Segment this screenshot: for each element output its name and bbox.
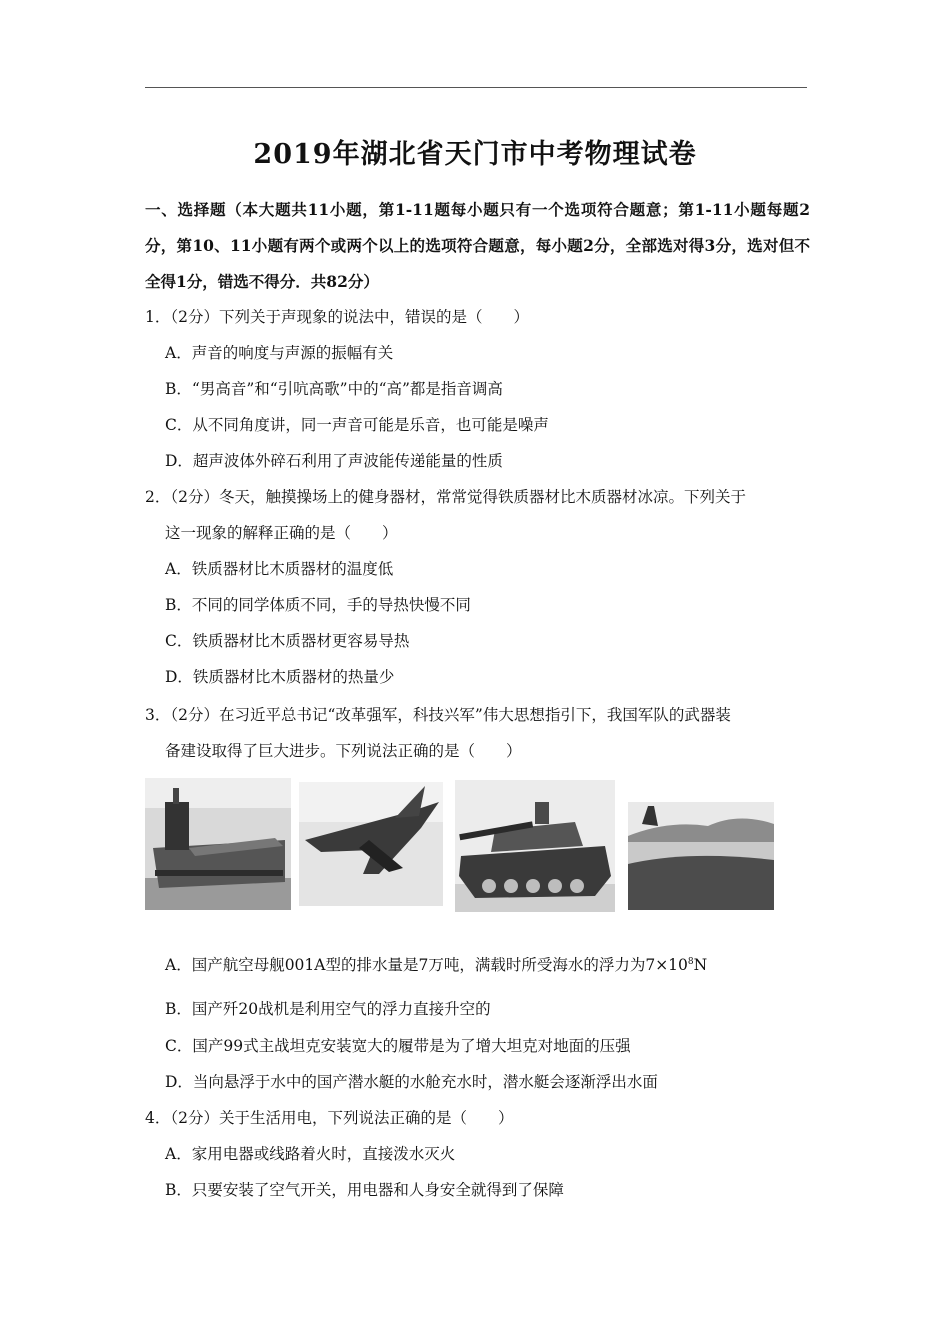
question-3-option-a <box>165 952 707 975</box>
question-1-option-d: D．超声波体外碎石利用了声波能传递能量的性质 <box>165 452 503 470</box>
question-2-option-b: B．不同的同学体质不同，手的导热快慢不同 <box>165 596 471 614</box>
question-4-option-b: B．只要安装了空气开关，用电器和人身安全就得到了保障 <box>165 1181 564 1199</box>
question-2-option-d: D．铁质器材比木质器材的热量少 <box>165 668 395 686</box>
tank-photo <box>455 780 615 912</box>
question-2-option-a: A．铁质器材比木质器材的温度低 <box>165 560 394 578</box>
question-1-option-b: B．“男高音”和“引吭高歌”中的“高”都是指音调高 <box>165 380 503 398</box>
question-3-option-b: B．国产歼20战机是利用空气的浮力直接升空的 <box>165 1000 491 1018</box>
question-3-stem-cont: 备建设取得了巨大进步。下列说法正确的是（ ） <box>165 742 522 760</box>
option-a-text: A．国产航空母舰001A型的排水量是7万吨，满载时所受海水的浮力为7×10 <box>165 956 688 975</box>
question-4-option-a: A．家用电器或线路着火时，直接泼水灭火 <box>165 1145 456 1163</box>
question-4-stem: 4．（2分）关于生活用电，下列说法正确的是（ ） <box>145 1109 514 1127</box>
question-1-option-c: C．从不同角度讲，同一声音可能是乐音，也可能是噪声 <box>165 416 549 434</box>
header-rule <box>145 87 807 88</box>
question-1-stem: 1．（2分）下列关于声现象的说法中，错误的是（ ） <box>145 308 529 326</box>
submarine-photo <box>628 802 774 910</box>
aircraft-carrier-photo <box>145 778 291 910</box>
question-1-option-a: A．声音的响度与声源的振幅有关 <box>165 344 394 362</box>
option-a-unit: N <box>693 956 708 975</box>
option-a-exponent: 8 <box>687 957 694 967</box>
fighter-jet-photo <box>299 782 443 906</box>
question-2-stem-cont: 这一现象的解释正确的是（ ） <box>165 524 398 542</box>
question-2-option-c: C．铁质器材比木质器材更容易导热 <box>165 632 410 650</box>
question-3-option-c: C．国产99式主战坦克安装宽大的履带是为了增大坦克对地面的压强 <box>165 1037 631 1055</box>
question-2-stem: 2．（2分）冬天，触摸操场上的健身器材，常常觉得铁质器材比木质器材冰凉。下列关于 <box>145 488 746 506</box>
page-title: 2019年湖北省天门市中考物理试卷 <box>253 139 697 170</box>
section-heading: 一、选择题（本大题共11小题，第1-11题每小题只有一个选项符合题意；第1-11小题每题2分，第10、11小题有两个或两个以上的选项符合题意，每小题2分，全部选对得3分，选对但不全得1分，错选不得分．共82分） <box>145 200 810 291</box>
question-3-option-d: D．当向悬浮于水中的国产潜水艇的水舱充水时，潜水艇会逐渐浮出水面 <box>165 1073 658 1091</box>
question-3-stem: 3．（2分）在习近平总书记“改革强军，科技兴军”伟大思想指引下，我国军队的武器装 <box>145 706 731 724</box>
